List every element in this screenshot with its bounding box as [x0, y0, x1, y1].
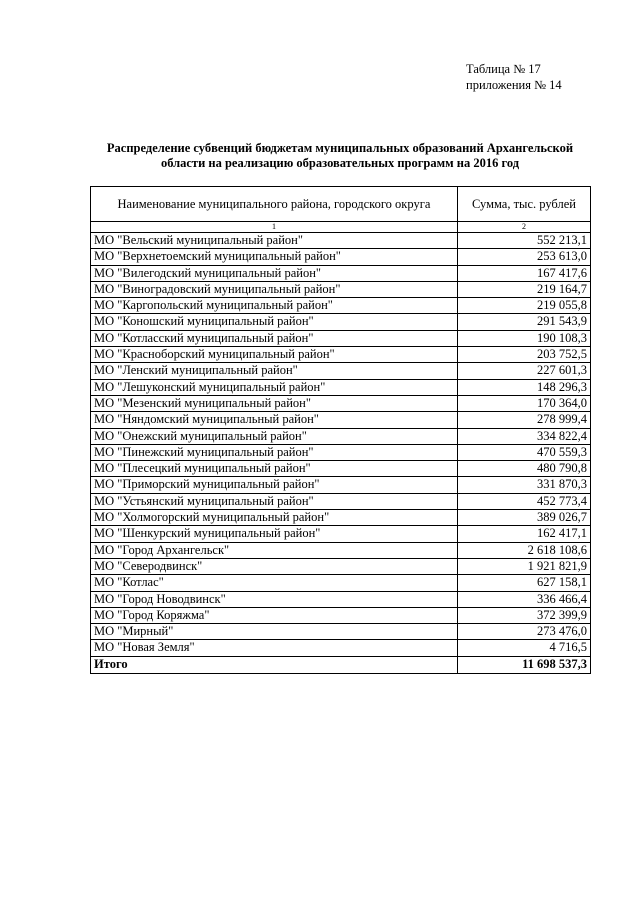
- subvention-sum: 552 213,1: [457, 233, 590, 249]
- subvention-sum: 2 618 108,6: [457, 542, 590, 558]
- municipality-name: МО "Новая Земля": [91, 640, 458, 656]
- subvention-sum: 470 559,3: [457, 444, 590, 460]
- table-number: Таблица № 17: [466, 62, 541, 76]
- table-row: [91, 249, 591, 265]
- municipality-name: МО "Город Архангельск": [91, 542, 458, 558]
- table-row: [91, 281, 591, 297]
- subvention-table: [90, 186, 591, 674]
- table-row: [91, 330, 591, 346]
- table-row: [91, 395, 591, 411]
- subvention-sum: 1 921 821,9: [457, 558, 590, 574]
- municipality-name: МО "Каргопольский муниципальный район": [91, 298, 458, 314]
- table-row: [91, 624, 591, 640]
- municipality-name: МО "Плесецкий муниципальный район": [91, 461, 458, 477]
- column-header-name: Наименование муниципального района, городского округа: [91, 187, 458, 222]
- subvention-sum: 219 164,7: [457, 281, 590, 297]
- subvention-sum: 227 601,3: [457, 363, 590, 379]
- municipality-name: МО "Коношский муниципальный район": [91, 314, 458, 330]
- column-number-2: 2: [457, 222, 590, 233]
- document-title: [90, 141, 590, 171]
- municipality-name: МО "Холмогорский муниципальный район": [91, 510, 458, 526]
- municipality-name: МО "Онежский муниципальный район": [91, 428, 458, 444]
- table-row: [91, 461, 591, 477]
- subvention-sum: 190 108,3: [457, 330, 590, 346]
- municipality-name: МО "Город Коряжма": [91, 607, 458, 623]
- subvention-sum: 291 543,9: [457, 314, 590, 330]
- municipality-name: МО "Красноборский муниципальный район": [91, 347, 458, 363]
- table-row: [91, 298, 591, 314]
- table-body: [91, 233, 591, 657]
- subvention-sum: 331 870,3: [457, 477, 590, 493]
- municipality-name: МО "Шенкурский муниципальный район": [91, 526, 458, 542]
- municipality-name: МО "Северодвинск": [91, 558, 458, 574]
- table-row: [91, 477, 591, 493]
- municipality-name: МО "Вилегодский муниципальный район": [91, 265, 458, 281]
- total-sum: 11 698 537,3: [457, 656, 590, 673]
- municipality-name: МО "Котлас": [91, 575, 458, 591]
- municipality-name: МО "Лешуконский муниципальный район": [91, 379, 458, 395]
- table-header-row: [91, 187, 591, 222]
- municipality-name: МО "Няндомский муниципальный район": [91, 412, 458, 428]
- appendix-number: приложения № 14: [466, 78, 562, 92]
- title-line-2: области на реализацию образовательных программ на 2016 год: [160, 156, 520, 170]
- subvention-sum: 278 999,4: [457, 412, 590, 428]
- subvention-sum: 162 417,1: [457, 526, 590, 542]
- table-row: [91, 347, 591, 363]
- column-number-row: [91, 222, 591, 233]
- subvention-sum: 170 364,0: [457, 395, 590, 411]
- municipality-name: МО "Мирный": [91, 624, 458, 640]
- table-row: [91, 510, 591, 526]
- table-row: [91, 412, 591, 428]
- municipality-name: МО "Устьянский муниципальный район": [91, 493, 458, 509]
- table-row: [91, 444, 591, 460]
- table-row: [91, 542, 591, 558]
- municipality-name: МО "Котласский муниципальный район": [91, 330, 458, 346]
- total-row: [91, 656, 591, 673]
- subvention-sum: 167 417,6: [457, 265, 590, 281]
- subvention-sum: 480 790,8: [457, 461, 590, 477]
- column-header-sum: Сумма, тыс. рублей: [457, 187, 590, 222]
- municipality-name: МО "Виноградовский муниципальный район": [91, 281, 458, 297]
- table-row: [91, 558, 591, 574]
- table-row: [91, 591, 591, 607]
- subvention-sum: 336 466,4: [457, 591, 590, 607]
- table-row: [91, 575, 591, 591]
- municipality-name: МО "Ленский муниципальный район": [91, 363, 458, 379]
- subvention-sum: 372 399,9: [457, 607, 590, 623]
- subvention-sum: 253 613,0: [457, 249, 590, 265]
- subvention-sum: 389 026,7: [457, 510, 590, 526]
- table-row: [91, 265, 591, 281]
- table-row: [91, 640, 591, 656]
- subvention-sum: 148 296,3: [457, 379, 590, 395]
- table-row: [91, 379, 591, 395]
- title-line-1: Распределение субвенций бюджетам муниципальных образований Архангельской: [106, 141, 574, 155]
- subvention-sum: 334 822,4: [457, 428, 590, 444]
- total-label: Итого: [91, 656, 458, 673]
- table-row: [91, 607, 591, 623]
- table-row: [91, 233, 591, 249]
- subvention-sum: 4 716,5: [457, 640, 590, 656]
- municipality-name: МО "Приморский муниципальный район": [91, 477, 458, 493]
- municipality-name: МО "Город Новодвинск": [91, 591, 458, 607]
- column-number-1: 1: [91, 222, 458, 233]
- subvention-sum: 203 752,5: [457, 347, 590, 363]
- municipality-name: МО "Верхнетоемский муниципальный район": [91, 249, 458, 265]
- table-row: [91, 314, 591, 330]
- subvention-sum: 273 476,0: [457, 624, 590, 640]
- municipality-name: МО "Мезенский муниципальный район": [91, 395, 458, 411]
- municipality-name: МО "Пинежский муниципальный район": [91, 444, 458, 460]
- table-reference: [466, 61, 562, 93]
- table-row: [91, 493, 591, 509]
- municipality-name: МО "Вельский муниципальный район": [91, 233, 458, 249]
- subvention-sum: 452 773,4: [457, 493, 590, 509]
- table-row: [91, 428, 591, 444]
- subvention-sum: 219 055,8: [457, 298, 590, 314]
- subvention-sum: 627 158,1: [457, 575, 590, 591]
- table-row: [91, 526, 591, 542]
- table-row: [91, 363, 591, 379]
